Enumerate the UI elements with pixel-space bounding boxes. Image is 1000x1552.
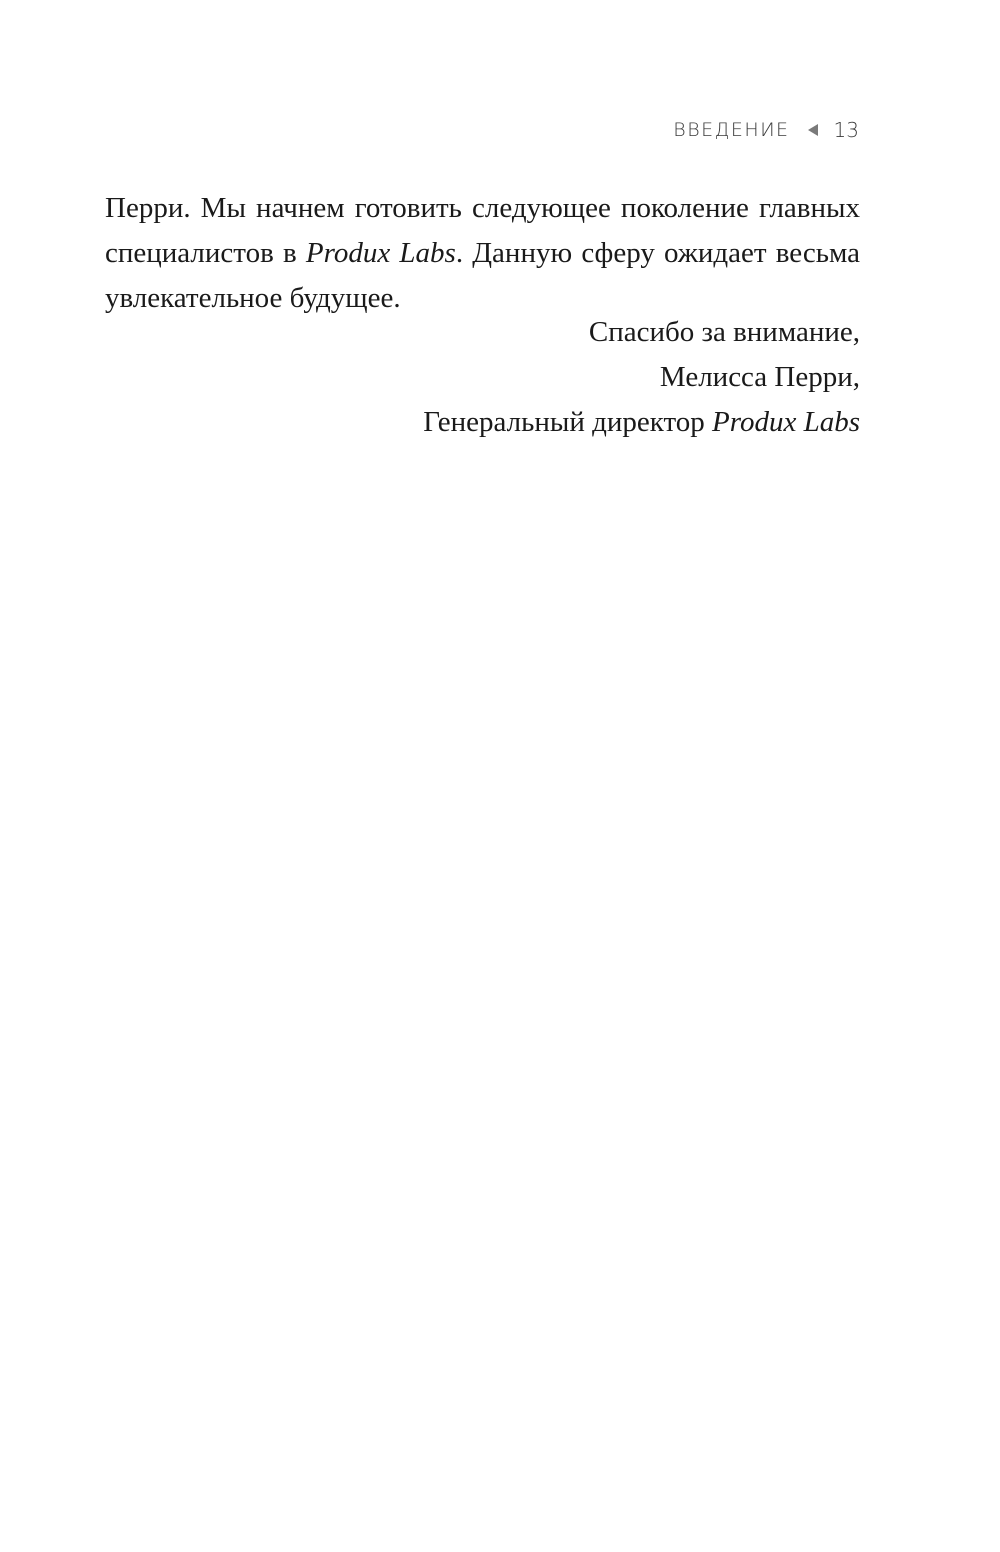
running-head — [673, 116, 859, 144]
section-title: ВВЕДЕНИЕ — [673, 119, 790, 141]
signer-company: Produx Labs — [712, 406, 860, 438]
signer-name: Мелисса Перри, — [659, 361, 860, 393]
signer-title — [160, 400, 860, 445]
company-name: Produx Labs — [305, 237, 456, 269]
signer-title-prefix: Генеральный директор — [423, 406, 713, 438]
closing-line: Спасибо за внимание, — [588, 316, 860, 348]
triangle-left-icon — [808, 124, 818, 136]
page-number: 13 — [833, 118, 859, 142]
paragraph-text-part2: . Данную сферу ожидает весьма увлекательное будущее. — [105, 237, 860, 314]
signature-block — [160, 310, 860, 445]
body-paragraph — [105, 186, 860, 321]
paragraph-text-part1: Перри. Мы начнем готовить следующее поколение главных специалистов в — [105, 192, 860, 269]
